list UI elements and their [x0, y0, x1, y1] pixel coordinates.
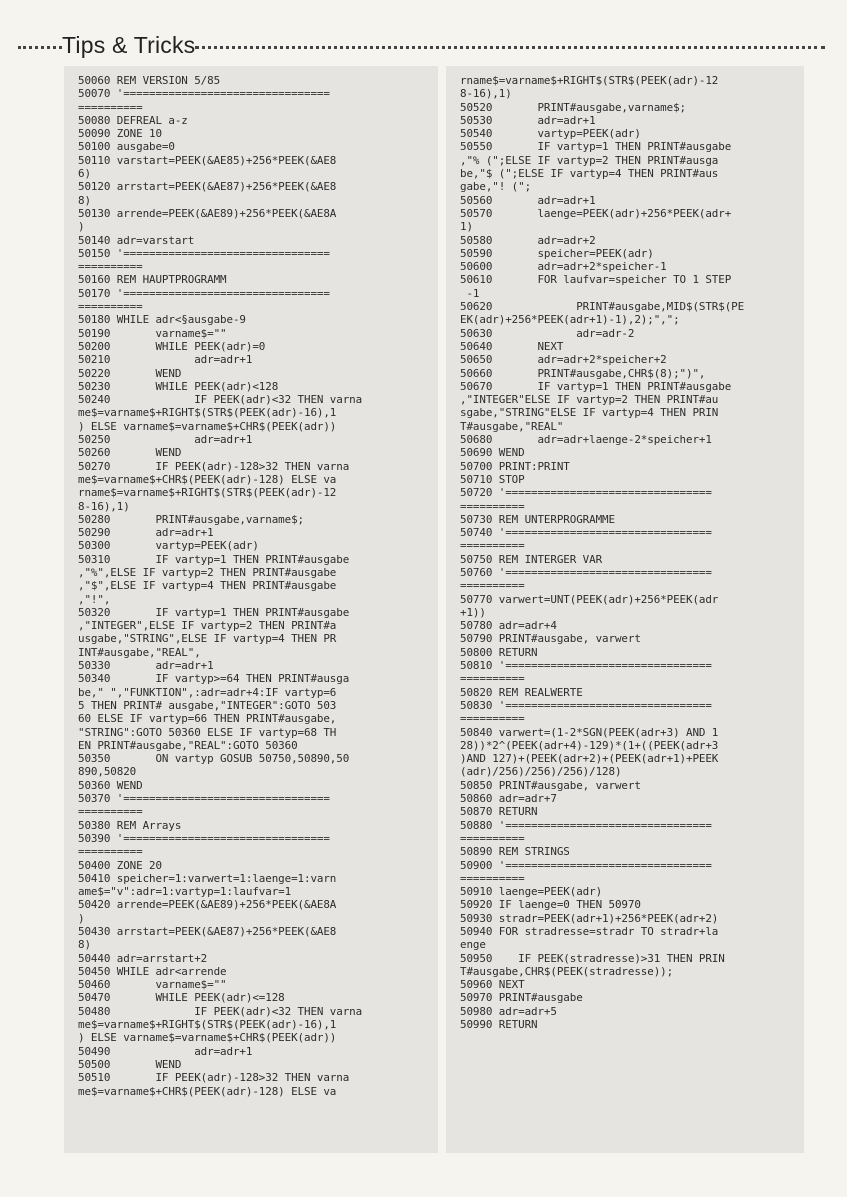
code-line: ): [78, 220, 85, 234]
code-line: "STRING":GOTO 50360 ELSE IF vartyp=68 TH: [78, 725, 337, 739]
code-line: 50290 adr=adr+1: [78, 526, 214, 540]
code-line: ==========: [460, 712, 525, 726]
code-line: 890,50820: [78, 765, 137, 779]
code-line: 50890 REM STRINGS: [460, 845, 570, 859]
code-line: 50250 adr=adr+1: [78, 433, 253, 447]
code-line: 50560 adr=adr+1: [460, 193, 596, 207]
code-line: INT#ausgabe,"REAL",: [78, 645, 201, 659]
code-line: 8-16),1): [78, 499, 130, 513]
header-dotted-rule-right: [195, 46, 825, 49]
code-line: 28))*2^(PEEK(adr+4)-129)*(1+((PEEK(adr+3: [460, 738, 719, 752]
code-line: 50970 PRINT#ausgabe: [460, 991, 583, 1005]
code-line: 50470 WHILE PEEK(adr)<=128: [78, 991, 285, 1005]
code-line: ==========: [460, 539, 525, 553]
code-line: rname$=varname$+RIGHT$(STR$(PEEK(adr)-12: [460, 74, 719, 87]
code-line: 50980 adr=adr+5: [460, 1004, 557, 1018]
code-line: 50390 '================================: [78, 831, 330, 845]
code-line: 50620 PRINT#ausgabe,MID$(STR$(PE: [460, 300, 745, 314]
code-line: T#ausgabe,"REAL": [460, 419, 564, 433]
code-line: 50140 adr=varstart: [78, 233, 195, 247]
code-line: -1: [460, 286, 480, 300]
code-line: 50380 REM Arrays: [78, 818, 182, 832]
code-line: gabe,"! (";: [460, 180, 532, 194]
code-line: usgabe,"STRING",ELSE IF vartyp=4 THEN PR: [78, 632, 337, 646]
header-dotted-rule-left: [18, 46, 62, 49]
code-line: 50740 '================================: [460, 526, 712, 540]
listing-column-left: [64, 66, 438, 1153]
code-line: 50070 '================================: [78, 87, 330, 101]
code-line: 50700 PRINT:PRINT: [460, 459, 570, 473]
code-line: ==========: [78, 300, 143, 314]
code-line: ) ELSE varname$=varname$+CHR$(PEEK(adr)): [78, 1031, 337, 1045]
code-line: 50940 FOR stradresse=stradr TO stradr+la: [460, 925, 719, 938]
code-line: ) ELSE varname$=varname$+CHR$(PEEK(adr)): [78, 419, 337, 433]
code-line: 50630 adr=adr-2: [460, 326, 635, 340]
code-line: 50580 adr=adr+2: [460, 233, 596, 247]
code-line: 50530 adr=adr+1: [460, 113, 596, 127]
code-line: 50870 RETURN: [460, 805, 538, 819]
code-line: 50450 WHILE adr<arrende: [78, 964, 227, 978]
code-line: +1)): [460, 605, 486, 619]
code-line: 8-16),1): [460, 87, 512, 101]
code-line: ,"!",: [78, 592, 111, 606]
code-line: 50840 varwert=(1-2*SGN(PEEK(adr+3) AND 1: [460, 725, 719, 739]
code-line: 8): [78, 193, 91, 207]
code-line: 50760 '================================: [460, 565, 712, 579]
code-line: ==========: [460, 831, 525, 845]
code-line: enge: [460, 938, 486, 952]
code-line: 50480 IF PEEK(adr)<32 THEN varna: [78, 1004, 363, 1018]
code-line: be,"$ (";ELSE IF vartyp=4 THEN PRINT#aus: [460, 167, 719, 181]
code-line: 50930 stradr=PEEK(adr+1)+256*PEEK(adr+2): [460, 911, 719, 925]
code-line: 50500 WEND: [78, 1057, 182, 1071]
code-line: 5 THEN PRINT# ausgabe,"INTEGER":GOTO 503: [78, 698, 337, 712]
code-line: 50130 arrende=PEEK(&AE89)+256*PEEK(&AE8A: [78, 206, 337, 220]
code-line: ,"$",ELSE IF vartyp=4 THEN PRINT#ausgabe: [78, 579, 337, 593]
code-line: ==========: [78, 260, 143, 274]
code-line: 50910 laenge=PEEK(adr): [460, 885, 603, 899]
code-line: 50420 arrende=PEEK(&AE89)+256*PEEK(&AE8A: [78, 898, 337, 912]
code-line: rname$=varname$+RIGHT$(STR$(PEEK(adr)-12: [78, 486, 337, 500]
code-line: T#ausgabe,CHR$(PEEK(stradresse));: [460, 964, 674, 978]
code-line: ==========: [460, 672, 525, 686]
code-line: 50680 adr=adr+laenge-2*speicher+1: [460, 433, 712, 447]
code-line: sgabe,"STRING"ELSE IF vartyp=4 THEN PRIN: [460, 406, 719, 420]
code-line: 50440 adr=arrstart+2: [78, 951, 208, 965]
code-line: 50950 IF PEEK(stradresse)>31 THEN PRIN: [460, 951, 725, 965]
code-line: 50340 IF vartyp>=64 THEN PRINT#ausga: [78, 672, 350, 686]
code-line: 50510 IF PEEK(adr)-128>32 THEN varna: [78, 1071, 350, 1085]
code-line: 50090 ZONE 10: [78, 127, 162, 141]
code-line: 50960 NEXT: [460, 978, 525, 992]
code-line: 50520 PRINT#ausgabe,varname$;: [460, 100, 686, 114]
code-line: 50310 IF vartyp=1 THEN PRINT#ausgabe: [78, 552, 350, 566]
code-line: 50710 STOP: [460, 472, 525, 486]
code-line: ==========: [78, 845, 143, 859]
code-line: 50790 PRINT#ausgabe, varwert: [460, 632, 641, 646]
code-line: 50100 ausgabe=0: [78, 140, 175, 154]
code-line: 50990 RETURN: [460, 1018, 538, 1032]
code-line: 50640 NEXT: [460, 339, 564, 353]
code-line: 50550 IF vartyp=1 THEN PRINT#ausgabe: [460, 140, 732, 154]
code-line: 50230 WHILE PEEK(adr)<128: [78, 379, 279, 393]
code-line: 50060 REM VERSION 5/85: [78, 74, 221, 87]
code-line: ==========: [460, 579, 525, 593]
code-line: 50850 PRINT#ausgabe, varwert: [460, 778, 641, 792]
code-line: 60 ELSE IF vartyp=66 THEN PRINT#ausgabe,: [78, 712, 337, 726]
code-line: 50430 arrstart=PEEK(&AE87)+256*PEEK(&AE8: [78, 925, 337, 938]
code-line: 8): [78, 938, 91, 952]
page-header: [0, 30, 847, 66]
code-line: 50750 REM INTERGER VAR: [460, 552, 603, 566]
code-line: 50210 adr=adr+1: [78, 353, 253, 367]
code-line: 50460 varname$="": [78, 978, 227, 992]
code-line: 50170 '================================: [78, 286, 330, 300]
code-line: 50920 IF laenge=0 THEN 50970: [460, 898, 641, 912]
code-line: 50600 adr=adr+2*speicher-1: [460, 260, 667, 274]
code-line: 50650 adr=adr+2*speicher+2: [460, 353, 667, 367]
code-line: 50330 adr=adr+1: [78, 659, 214, 673]
code-line: 50110 varstart=PEEK(&AE85)+256*PEEK(&AE8: [78, 153, 337, 167]
code-line: 50220 WEND: [78, 366, 182, 380]
code-line: 50820 REM REALWERTE: [460, 685, 583, 699]
code-line: 50730 REM UNTERPROGRAMME: [460, 512, 615, 526]
code-line: (adr)/256)/256)/256)/128): [460, 765, 622, 779]
code-line: ,"INTEGER"ELSE IF vartyp=2 THEN PRINT#au: [460, 393, 719, 407]
code-line: 50810 '================================: [460, 659, 712, 673]
code-line: 50270 IF PEEK(adr)-128>32 THEN varna: [78, 459, 350, 473]
code-line: 50320 IF vartyp=1 THEN PRINT#ausgabe: [78, 605, 350, 619]
code-line: ,"INTEGER",ELSE IF vartyp=2 THEN PRINT#a: [78, 619, 337, 633]
code-line: 50670 IF vartyp=1 THEN PRINT#ausgabe: [460, 379, 732, 393]
code-line: )AND 127)+(PEEK(adr+2)+(PEEK(adr+1)+PEEK: [460, 752, 719, 766]
code-line: 50240 IF PEEK(adr)<32 THEN varna: [78, 393, 363, 407]
code-line: 50690 WEND: [460, 446, 525, 460]
code-line: 50720 '================================: [460, 486, 712, 500]
code-line: me$=varname$+CHR$(PEEK(adr)-128) ELSE va: [78, 472, 337, 486]
code-line: 50400 ZONE 20: [78, 858, 162, 872]
code-line: ==========: [78, 100, 143, 114]
code-line: 50540 vartyp=PEEK(adr): [460, 127, 641, 141]
code-line: 50830 '================================: [460, 698, 712, 712]
code-line: ame$="v":adr=1:vartyp=1:laufvar=1: [78, 885, 292, 899]
code-line: 50080 DEFREAL a-z: [78, 113, 188, 127]
section-title: Tips & Tricks: [62, 32, 196, 58]
code-line: 50880 '================================: [460, 818, 712, 832]
code-line: 50410 speicher=1:varwert=1:laenge=1:varn: [78, 871, 337, 885]
listing-column-right: [446, 66, 804, 1153]
code-line: EK(adr)+256*PEEK(adr+1)-1),2);",";: [460, 313, 680, 327]
code-line: ==========: [460, 499, 525, 513]
code-line: ==========: [78, 805, 143, 819]
code-line: 50900 '================================: [460, 858, 712, 872]
code-line: 50150 '================================: [78, 246, 330, 260]
code-line: me$=varname$+RIGHT$(STR$(PEEK(adr)-16),1: [78, 1018, 337, 1032]
code-line: 50180 WHILE adr<§ausgabe-9: [78, 313, 246, 327]
code-line: 50360 WEND: [78, 778, 143, 792]
code-line: 50200 WHILE PEEK(adr)=0: [78, 339, 266, 353]
code-line: ): [78, 911, 85, 925]
code-line: 50260 WEND: [78, 446, 182, 460]
code-line: be," ","FUNKTION",:adr=adr+4:IF vartyp=6: [78, 685, 337, 699]
code-line: 50490 adr=adr+1: [78, 1044, 253, 1058]
code-line: 50660 PRINT#ausgabe,CHR$(8);")",: [460, 366, 706, 380]
code-line: 50160 REM HAUPTPROGRAMM: [78, 273, 227, 287]
code-line: 50300 vartyp=PEEK(adr): [78, 539, 259, 553]
code-line: 50780 adr=adr+4: [460, 619, 557, 633]
code-line: 50350 ON vartyp GOSUB 50750,50890,50: [78, 752, 350, 766]
code-line: EN PRINT#ausgabe,"REAL":GOTO 50360: [78, 738, 298, 752]
code-line: 50190 varname$="": [78, 326, 227, 340]
code-line: 50800 RETURN: [460, 645, 538, 659]
code-line: me$=varname$+RIGHT$(STR$(PEEK(adr)-16),1: [78, 406, 337, 420]
code-line: 50280 PRINT#ausgabe,varname$;: [78, 512, 304, 526]
code-line: me$=varname$+CHR$(PEEK(adr)-128) ELSE va: [78, 1084, 337, 1098]
code-line: 50120 arrstart=PEEK(&AE87)+256*PEEK(&AE8: [78, 180, 337, 194]
code-line: 6): [78, 167, 91, 181]
code-line: 50610 FOR laufvar=speicher TO 1 STEP: [460, 273, 732, 287]
code-line: ==========: [460, 871, 525, 885]
code-line: 50370 '================================: [78, 792, 330, 806]
code-line: 50860 adr=adr+7: [460, 792, 557, 806]
code-line: 50590 speicher=PEEK(adr): [460, 246, 654, 260]
code-line: 1): [460, 220, 473, 234]
code-line: ,"%",ELSE IF vartyp=2 THEN PRINT#ausgabe: [78, 565, 337, 579]
code-line: 50570 laenge=PEEK(adr)+256*PEEK(adr+: [460, 206, 732, 220]
code-line: ,"% (";ELSE IF vartyp=2 THEN PRINT#ausga: [460, 153, 719, 167]
code-line: 50770 varwert=UNT(PEEK(adr)+256*PEEK(adr: [460, 592, 719, 606]
